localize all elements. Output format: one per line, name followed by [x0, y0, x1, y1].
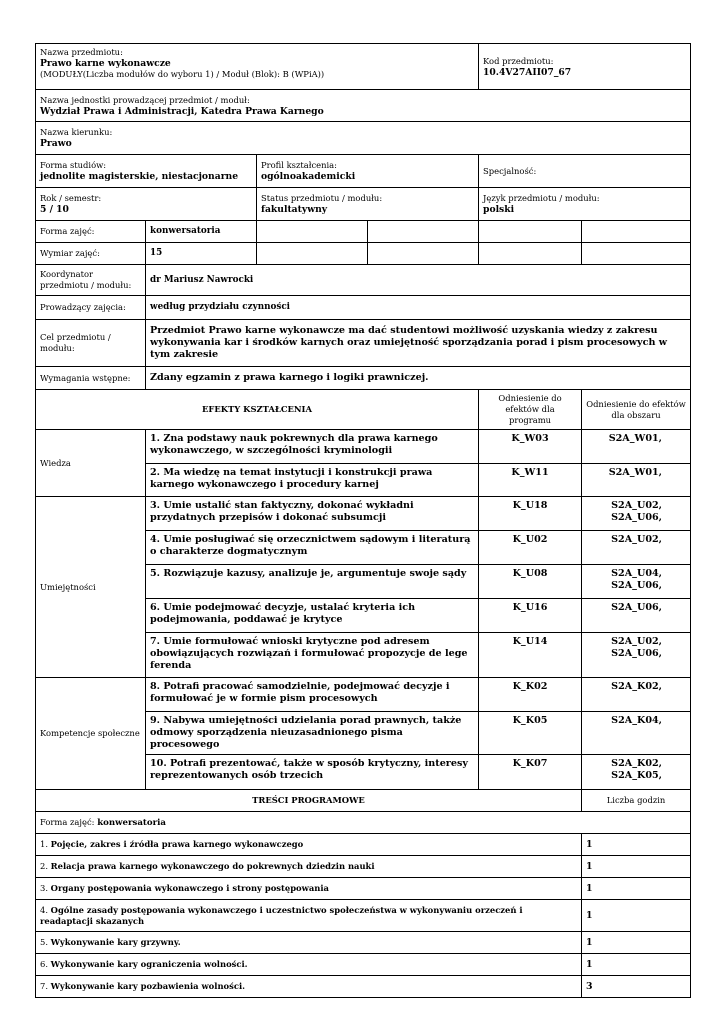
- effects-col-program: Odniesienie do efektów dla programu: [479, 390, 582, 430]
- contents-body: [36, 790, 691, 998]
- study-form-label: Forma studiów:: [40, 160, 107, 170]
- classes-form-value: konwersatoria: [146, 221, 257, 243]
- topic-row: [36, 856, 691, 878]
- row-direction: [36, 122, 691, 155]
- topic-text: [36, 856, 582, 878]
- topic-hours: 1: [582, 932, 691, 954]
- row-requirements: [36, 367, 691, 390]
- profile-value: ogólnoakademicki: [261, 171, 356, 182]
- topic-row: [36, 932, 691, 954]
- effect-area-ref: S2A_K02,: [582, 678, 691, 712]
- effects-body: [36, 430, 691, 790]
- empty-cell: [582, 221, 691, 243]
- row-subject: [36, 44, 691, 90]
- code-value: 10.4V27AII07_67: [483, 66, 572, 78]
- effect-area-ref: S2A_W01,: [582, 430, 691, 464]
- topic-title: Wykonywanie kary ograniczenia wolności.: [50, 959, 248, 969]
- direction-label: Nazwa kierunku:: [40, 127, 113, 137]
- effect-program-ref: K_K07: [479, 755, 582, 790]
- effect-program-ref: K_U14: [479, 633, 582, 678]
- row-lecturer: [36, 296, 691, 320]
- study-form-cell: [36, 155, 257, 188]
- status-cell: [257, 188, 479, 221]
- effect-program-ref: K_K05: [479, 712, 582, 755]
- effect-row: [36, 678, 691, 712]
- effects-title: EFEKTY KSZTAŁCENIA: [36, 390, 479, 430]
- language-value: polski: [483, 204, 515, 215]
- topic-hours: 3: [582, 976, 691, 998]
- coordinator-label: Koordynator przedmiotu / modułu:: [36, 265, 146, 296]
- direction-value: Prawo: [40, 138, 72, 149]
- empty-cell: [257, 243, 368, 265]
- effect-program-ref: K_K02: [479, 678, 582, 712]
- topic-row: [36, 900, 691, 932]
- effect-area-ref: S2A_K04,: [582, 712, 691, 755]
- status-value: fakultatywny: [261, 204, 328, 215]
- effect-text: 8. Potrafi pracować samodzielnie, podejmować decyzje i formułować je w formie pism procesowych: [146, 678, 479, 712]
- effect-text: 4. Umie posługiwać się orzecznictwem sądowym i literaturą o charakterze dogmatycznym: [146, 531, 479, 565]
- year-cell: [36, 188, 257, 221]
- effect-group-1: Wiedza: [36, 430, 146, 497]
- status-label: Status przedmiotu / modułu:: [261, 193, 383, 203]
- topic-text: [36, 932, 582, 954]
- effect-group-3: Kompetencje społeczne: [36, 678, 146, 790]
- topic-title: Relacja prawa karnego wykonawczego do pokrewnych dziedzin nauki: [50, 861, 375, 871]
- goal-value: Przedmiot Prawo karne wykonawcze ma dać studentowi możliwość uzyskania wiedzy z zakresu wykonywania kar i środków karnych oraz umiejętność sporządzania porad i pism procesowych w tym zakresie: [146, 320, 691, 367]
- topic-title: Wykonywanie kary grzywny.: [50, 937, 181, 947]
- coordinator-value: dr Mariusz Nawrocki: [146, 265, 691, 296]
- empty-cell: [368, 221, 479, 243]
- topic-hours: 1: [582, 878, 691, 900]
- effect-text: 5. Rozwiązuje kazusy, analizuje je, argumentuje swoje sądy: [146, 565, 479, 599]
- topic-row: [36, 976, 691, 998]
- effect-row: [36, 497, 691, 531]
- contents-form-cell: [36, 812, 691, 834]
- language-cell: [479, 188, 691, 221]
- row-effects-header: [36, 390, 691, 430]
- topic-number: 7.: [40, 981, 51, 991]
- subject-module: (MODUŁY(Liczba modułów do wyboru 1) / Moduł (Blok): B (WPiA)): [40, 69, 325, 79]
- contents-form-value: konwersatoria: [97, 817, 166, 828]
- subject-label: Nazwa przedmiotu:: [40, 47, 123, 57]
- topic-number: 2.: [40, 861, 51, 871]
- profile-label: Profil kształcenia:: [261, 160, 338, 170]
- code-label: Kod przedmiotu:: [483, 55, 554, 66]
- topic-text: [36, 976, 582, 998]
- effects-col-area: Odniesienie do efektów dla obszaru: [582, 390, 691, 430]
- topic-text: [36, 834, 582, 856]
- effect-program-ref: K_U08: [479, 565, 582, 599]
- classes-hours-value: 15: [146, 243, 257, 265]
- effect-program-ref: K_U02: [479, 531, 582, 565]
- contents-title: TREŚCI PROGRAMOWE: [36, 790, 582, 812]
- unit-cell: [36, 90, 691, 122]
- language-label: Język przedmiotu / modułu:: [483, 193, 600, 203]
- topic-number: 3.: [40, 883, 51, 893]
- topic-hours: 1: [582, 856, 691, 878]
- effect-area-ref: S2A_U04, S2A_U06,: [582, 565, 691, 599]
- row-year: [36, 188, 691, 221]
- course-syllabus-sheet: [35, 43, 690, 998]
- effect-text: 1. Zna podstawy nauk pokrewnych dla prawa karnego wykonawczego, w szczególności kryminologii: [146, 430, 479, 464]
- effect-area-ref: S2A_K02, S2A_K05,: [582, 755, 691, 790]
- direction-cell: [36, 122, 691, 155]
- requirements-value: Zdany egzamin z prawa karnego i logiki prawniczej.: [146, 367, 691, 390]
- topic-hours: 1: [582, 954, 691, 976]
- empty-cell: [257, 221, 368, 243]
- topic-number: 4.: [40, 904, 51, 915]
- topic-hours: 1: [582, 900, 691, 932]
- year-value: 5 / 10: [40, 204, 69, 215]
- effect-area-ref: S2A_U02, S2A_U06,: [582, 633, 691, 678]
- unit-label: Nazwa jednostki prowadzącej przedmiot / moduł:: [40, 94, 250, 105]
- topic-title: Organy postępowania wykonawczego i strony postępowania: [50, 883, 329, 893]
- subject-cell: [36, 44, 479, 90]
- code-cell: [479, 44, 691, 90]
- effect-text: 10. Potrafi prezentować, także w sposób krytyczny, interesy reprezentowanych osób trzecich: [146, 755, 479, 790]
- empty-cell: [479, 221, 582, 243]
- empty-cell: [368, 243, 479, 265]
- effect-text: 3. Umie ustalić stan faktyczny, dokonać wykładni przydatnych przepisów i dokonać subsumcji: [146, 497, 479, 531]
- requirements-label: Wymagania wstępne:: [36, 367, 146, 390]
- effect-area-ref: S2A_U06,: [582, 599, 691, 633]
- topic-row: [36, 954, 691, 976]
- syllabus-table: [35, 43, 691, 998]
- effect-text: 7. Umie formułować wnioski krytyczne pod adresem obowiązujących rozwiązań i formułować propozycje de lege ferenda: [146, 633, 479, 678]
- row-contents-form: [36, 812, 691, 834]
- classes-form-label: Forma zajęć:: [36, 221, 146, 243]
- study-form-value: jednolite magisterskie, niestacjonarne: [40, 171, 239, 182]
- topic-number: 1.: [40, 839, 51, 849]
- topic-number: 6.: [40, 959, 51, 969]
- effect-program-ref: K_W03: [479, 430, 582, 464]
- goal-label: Cel przedmiotu / modułu:: [36, 320, 146, 367]
- topic-text: [36, 900, 582, 932]
- lecturer-value: według przydziału czynności: [146, 296, 691, 320]
- topic-row: [36, 878, 691, 900]
- row-classes-form: [36, 221, 691, 243]
- row-classes-hours: [36, 243, 691, 265]
- effect-text: 9. Nabywa umiejętności udzielania porad prawnych, także odmowy sporządzenia nieuzasadnionego pisma procesowego: [146, 712, 479, 755]
- effect-group-2: Umiejętności: [36, 497, 146, 678]
- topic-text: [36, 878, 582, 900]
- unit-value: Wydział Prawa i Administracji, Katedra Prawa Karnego: [40, 105, 324, 117]
- effect-program-ref: K_W11: [479, 464, 582, 497]
- effect-area-ref: S2A_U02,: [582, 531, 691, 565]
- effect-row: [36, 430, 691, 464]
- topic-title: Ogólne zasady postępowania wykonawczego i uczestnictwo społeczeństwa w wykonywaniu orzeczeń i readaptacji skazanych: [40, 904, 523, 926]
- lecturer-label: Prowadzący zajęcia:: [36, 296, 146, 320]
- effect-area-ref: S2A_W01,: [582, 464, 691, 497]
- topic-hours: 1: [582, 834, 691, 856]
- effect-area-ref: S2A_U02, S2A_U06,: [582, 497, 691, 531]
- specialty-cell: [479, 155, 691, 188]
- empty-cell: [582, 243, 691, 265]
- topic-title: Wykonywanie kary pozbawienia wolności.: [50, 981, 246, 991]
- effect-program-ref: K_U18: [479, 497, 582, 531]
- effect-text: 6. Umie podejmować decyzje, ustalać kryteria ich podejmowania, poddawać je krytyce: [146, 599, 479, 633]
- topic-text: [36, 954, 582, 976]
- contents-form-prefix: Forma zajęć:: [40, 816, 95, 827]
- row-unit: [36, 90, 691, 122]
- topic-title: Pojęcie, zakres i źródła prawa karnego wykonawczego: [50, 839, 304, 849]
- classes-hours-label: Wymiar zajęć:: [36, 243, 146, 265]
- topic-number: 5.: [40, 937, 51, 947]
- topic-row: [36, 834, 691, 856]
- specialty-label: Specjalność:: [483, 165, 537, 176]
- effect-program-ref: K_U16: [479, 599, 582, 633]
- row-goal: [36, 320, 691, 367]
- row-coordinator: [36, 265, 691, 296]
- profile-cell: [257, 155, 479, 188]
- row-study-form: [36, 155, 691, 188]
- effect-text: 2. Ma wiedzę na temat instytucji i konstrukcji prawa karnego wykonawczego i procedury karnej: [146, 464, 479, 497]
- contents-hours-label: Liczba godzin: [582, 790, 691, 812]
- subject-name: Prawo karne wykonawcze: [40, 58, 171, 69]
- row-contents-header: [36, 790, 691, 812]
- empty-cell: [479, 243, 582, 265]
- year-label: Rok / semestr:: [40, 193, 102, 203]
